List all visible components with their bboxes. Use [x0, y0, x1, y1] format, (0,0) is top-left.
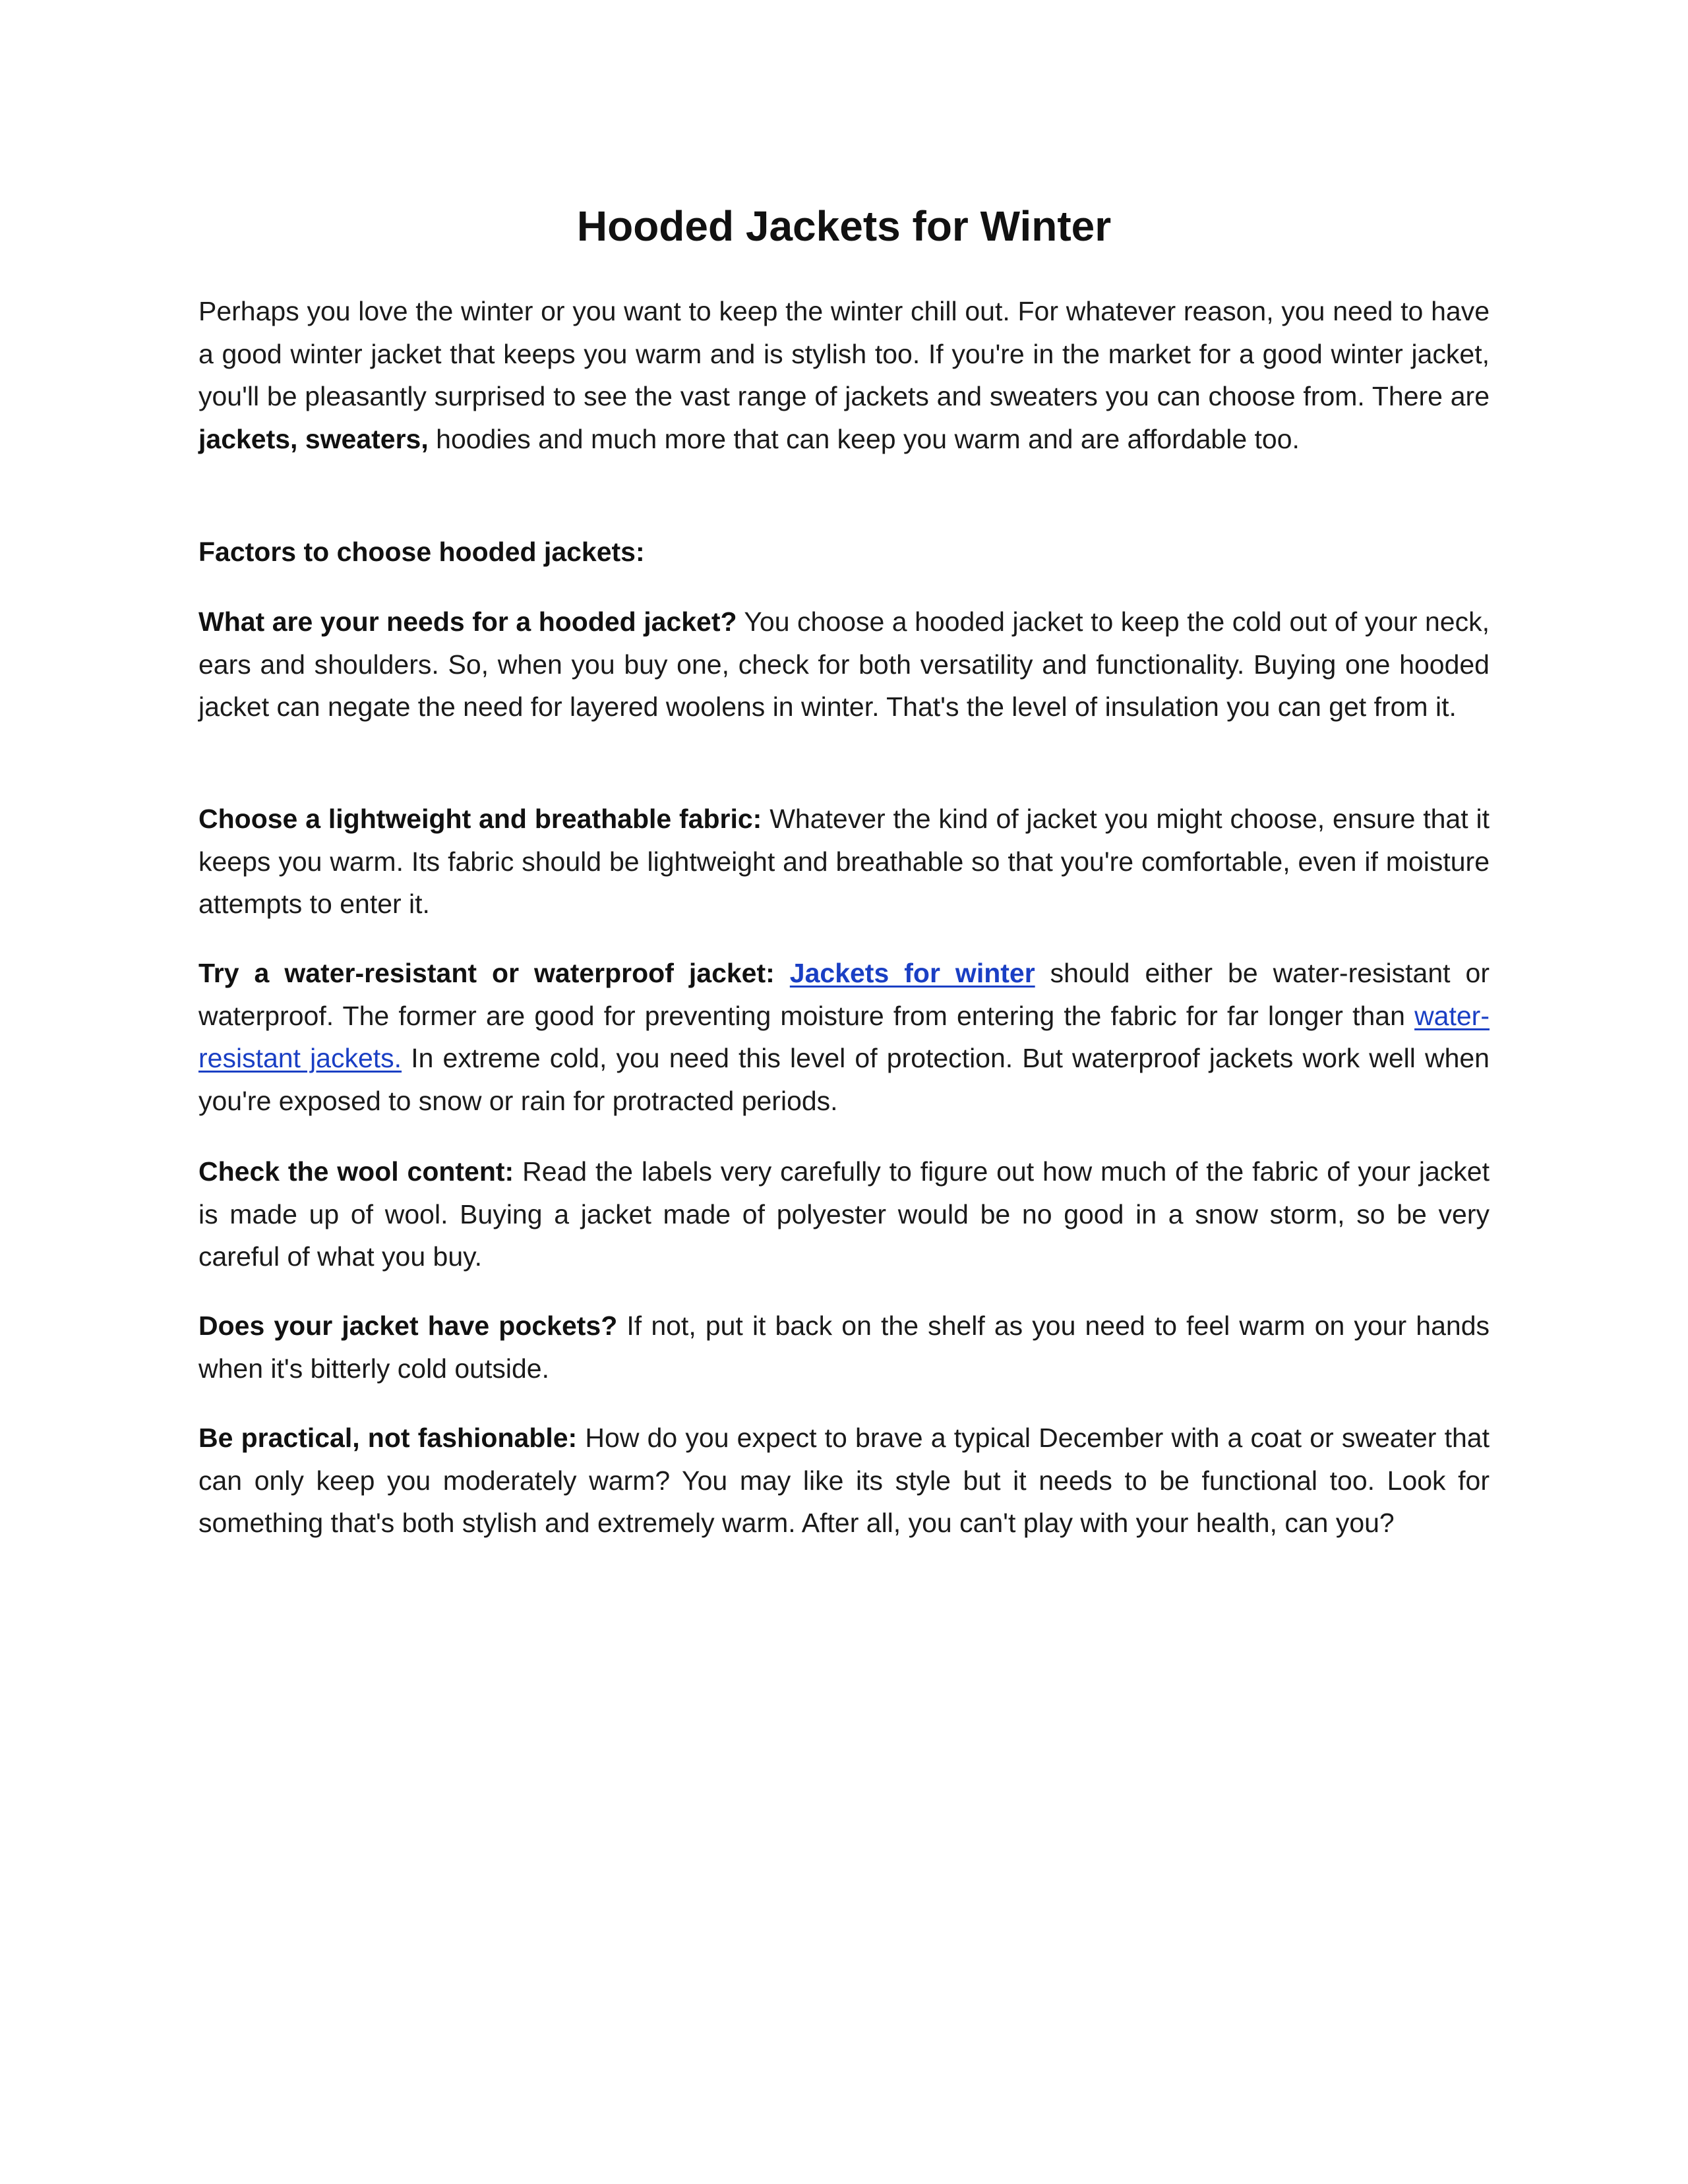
water-resistant-jackets-link[interactable]: water-resistant jackets.	[198, 1000, 1490, 1073]
factors-heading: Factors to choose hooded jackets:	[198, 537, 645, 567]
intro-bold-text: jackets, sweaters,	[198, 423, 429, 454]
section-needs	[198, 601, 1490, 728]
section-waterproof-text-1: should either be water-resistant or waterproof. The former are good for preventing moisture from entering the fabric for far longer than	[198, 958, 1490, 1031]
section-practical-text: How do you expect to brave a typical December with a coat or sweater that can only keep you moderately warm? You may like its style but it needs to be functional too. Look for something that's both stylish and extremely warm. After all, you can't play with your health, can you?	[198, 1423, 1490, 1538]
section-needs-text: You choose a hooded jacket to keep the cold out of your neck, ears and shoulders. So, when you buy one, check for both versatility and functionality. Buying one hooded jacket can negate the need for layered woolens in winter. That's the level of insulation you can get from it.	[198, 606, 1490, 722]
section-wool	[198, 1150, 1490, 1278]
page-title: Hooded Jackets for Winter	[576, 202, 1112, 250]
factors-heading-paragraph	[198, 531, 1490, 574]
section-pockets-text: If not, put it back on the shelf as you need to feel warm on your hands when it's bitterly cold outside.	[198, 1311, 1490, 1384]
section-practical	[198, 1417, 1490, 1545]
intro-paragraph	[198, 290, 1490, 460]
section-needs-heading: What are your needs for a hooded jacket?	[198, 606, 737, 637]
jackets-for-winter-link[interactable]: Jackets for winter	[789, 958, 1035, 988]
section-fabric	[198, 798, 1490, 926]
section-practical-heading: Be practical, not fashionable:	[198, 1423, 578, 1453]
section-waterproof-text-2: In extreme cold, you need this level of protection. But waterproof jackets work well when you're exposed to snow or rain for protracted periods.	[198, 1043, 1490, 1116]
intro-text-2: hoodies and much more that can keep you warm and are affordable too.	[428, 423, 1300, 454]
section-wool-heading: Check the wool content:	[198, 1156, 514, 1187]
section-wool-text: Read the labels very carefully to figure out how much of the fabric of your jacket is made up of wool. Buying a jacket made of polyester would be no good in a snow storm, so be very careful of what you buy.	[198, 1156, 1490, 1272]
section-pockets	[198, 1305, 1490, 1390]
section-waterproof-heading: Try a water-resistant or waterproof jacket:	[198, 958, 775, 988]
section-fabric-text: Whatever the kind of jacket you might choose, ensure that it keeps you warm. Its fabric should be lightweight and breathable so that you're comfortable, even if moisture attempts to enter it.	[198, 804, 1490, 919]
section-pockets-heading: Does your jacket have pockets?	[198, 1311, 618, 1341]
section-waterproof	[198, 952, 1490, 1122]
intro-text-1: Perhaps you love the winter or you want to keep the winter chill out. For whatever reason, you need to have a good winter jacket that keeps you warm and is stylish too. If you're in the market for a good winter jacket, you'll be pleasantly surprised to see the vast range of jackets and sweaters you can choose from. There are	[198, 296, 1490, 411]
section-fabric-heading: Choose a lightweight and breathable fabric:	[198, 804, 762, 834]
